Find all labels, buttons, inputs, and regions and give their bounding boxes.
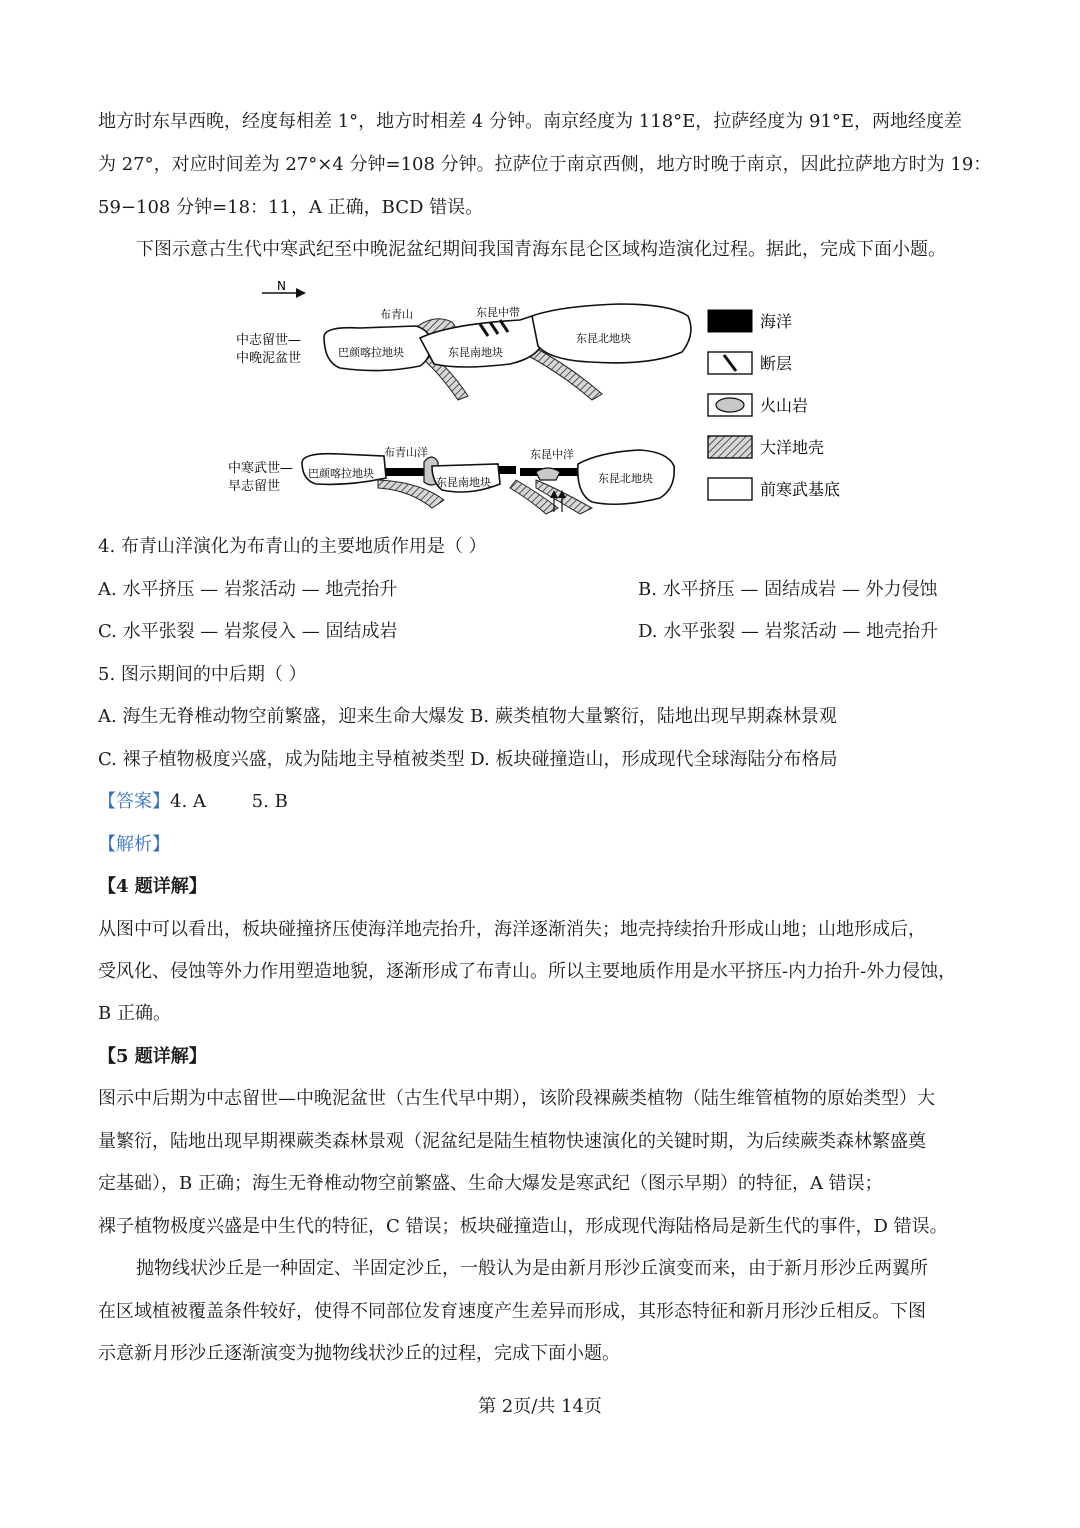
tectonic-evolution-figure [220,276,880,521]
detail-4-line-1: 从图中可以看出，板块碰撞挤压使海洋地壳抬升，海洋逐渐消失；地壳持续抬升形成山地；山地形成后， [98,919,926,940]
legend-ocean-swatch [708,310,752,332]
q5-options-ab: A. 海生无脊椎动物空前繁盛，迎来生命大爆发 B. 蕨类植物大量繁衍，陆地出现早期森林景观 [98,706,837,727]
lower-ocean-mid [498,466,516,474]
q4-options-row-2 [98,618,939,646]
upper-label-dkb: 东昆北地块 [576,332,631,345]
detail-5-line-1: 图示中后期为中志留世—中晚泥盆世（古生代早中期），该阶段裸蕨类植物（陆生维管植物的原始类型）大 [98,1088,935,1109]
lower-period-line2: 早志留世 [228,479,281,494]
intro-line-3: 59−108 分钟=18：11，A 正确，BCD 错误。 [98,197,484,218]
lower-period-line1: 中寒武世— [228,461,294,476]
figure-legend [708,310,840,500]
detail-5-line-2: 量繁衍，陆地出现早期裸蕨类森林景观（泥盆纪是陆生植物快速演化的关键时期，为后续蕨类森林繁盛奠 [98,1131,926,1152]
q5-stem: 5. 图示期间的中后期（ ） [98,664,307,685]
north-label: N [277,279,286,293]
question-stem: 下图示意古生代中寒武纪至中晚泥盆纪期间我国青海东昆仑区域构造演化过程。据此，完成下面小题。 [136,239,946,260]
legend-volcanic-label: 火山岩 [760,396,809,415]
detail-5-line-3: 定基础），B 正确；海生无脊椎动物空前繁盛、生命大爆发是寒武纪（图示早期）的特征，A 错误； [98,1173,883,1194]
upper-label-buqingshan: 布青山 [380,308,413,321]
lower-label-bykl: 巴颜喀拉地块 [308,467,374,480]
next-stem-line-1: 抛物线状沙丘是一种固定、半固定沙丘，一般认为是由新月形沙丘演变而来，由于新月形沙丘两翼所 [136,1258,928,1279]
q4-stem: 4. 布青山洋演化为布青山的主要地质作用是（ ） [98,536,487,557]
detail-4-line-2: 受风化、侵蚀等外力作用塑造地貌，逐渐形成了布青山。所以主要地质作用是水平挤压-内力抬升-外力侵蚀， [98,961,957,982]
q4-option-a: A. 水平挤压 — 岩浆活动 — 地壳抬升 [98,579,398,600]
answer-line [98,788,288,816]
north-arrow [262,279,306,298]
upper-period-line1: 中志留世— [236,333,302,348]
q4-option-c: C. 水平张裂 — 岩浆侵入 — 固结成岩 [98,621,398,642]
legend-fault-label: 断层 [760,354,793,373]
upper-label-dkzd: 东昆中带 [476,306,520,319]
q4-option-d: D. 水平张裂 — 岩浆活动 — 地壳抬升 [638,621,939,642]
detail-4-title: 【4 题详解】 [98,876,207,897]
answer-text: 4. A 5. B [170,791,288,812]
upper-label-bykl: 巴颜喀拉地块 [338,346,404,359]
next-stem-line-3: 示意新月形沙丘逐渐演变为抛物线状沙丘的过程，完成下面小题。 [98,1343,620,1364]
analysis-tag: 【解析】 [98,834,170,855]
legend-ocean-label: 海洋 [760,312,793,331]
legend-oceanic-crust-label: 大洋地壳 [760,438,825,457]
lower-volcanic-rock-2 [536,468,560,480]
next-stem-line-2: 在区域植被覆盖条件较好，使得不同部位发育速度产生差异而形成，其形态特征和新月形沙丘相反。下图 [98,1301,926,1322]
legend-oceanic-crust-swatch [708,436,752,458]
page-footer: 第 2页/共 14页 [478,1396,602,1417]
lower-label-dkzy: 东昆中洋 [530,448,574,461]
upper-label-dkn: 东昆南地块 [448,346,503,359]
detail-4-line-3: B 正确。 [98,1003,171,1024]
intro-line-2: 为 27°，对应时间差为 27°×4 分钟=108 分钟。拉萨位于南京西侧，地方时晚于南京，因此拉萨地方时为 19： [98,154,992,175]
detail-5-title: 【5 题详解】 [98,1046,207,1067]
q4-option-b: B. 水平挤压 — 固结成岩 — 外力侵蚀 [638,579,938,600]
answer-tag: 【答案】 [98,791,170,812]
lower-label-bqsy: 布青山洋 [384,446,428,459]
intro-line-1: 地方时东早西晚，经度每相差 1°，地方时相差 4 分钟。南京经度为 118°E，拉萨经度为 91°E，两地经度差 [98,111,963,132]
upper-period-line2: 中晚泥盆世 [236,351,302,366]
lower-label-dkb: 东昆北地块 [598,472,653,485]
detail-5-line-4: 裸子植物极度兴盛是中生代的特征，C 错误；板块碰撞造山，形成现代海陆格局是新生代的事件，D 错误。 [98,1216,948,1237]
legend-basement-swatch [708,478,752,500]
q4-options-row-1 [98,576,938,604]
q5-options-cd: C. 裸子植物极度兴盛，成为陆地主导植被类型 D. 板块碰撞造山，形成现代全球海陆分布格局 [98,749,838,770]
legend-basement-label: 前寒武基底 [760,480,841,499]
upper-cross-section [236,304,691,400]
lower-cross-section [228,445,674,514]
lower-label-dkn: 东昆南地块 [436,476,491,489]
